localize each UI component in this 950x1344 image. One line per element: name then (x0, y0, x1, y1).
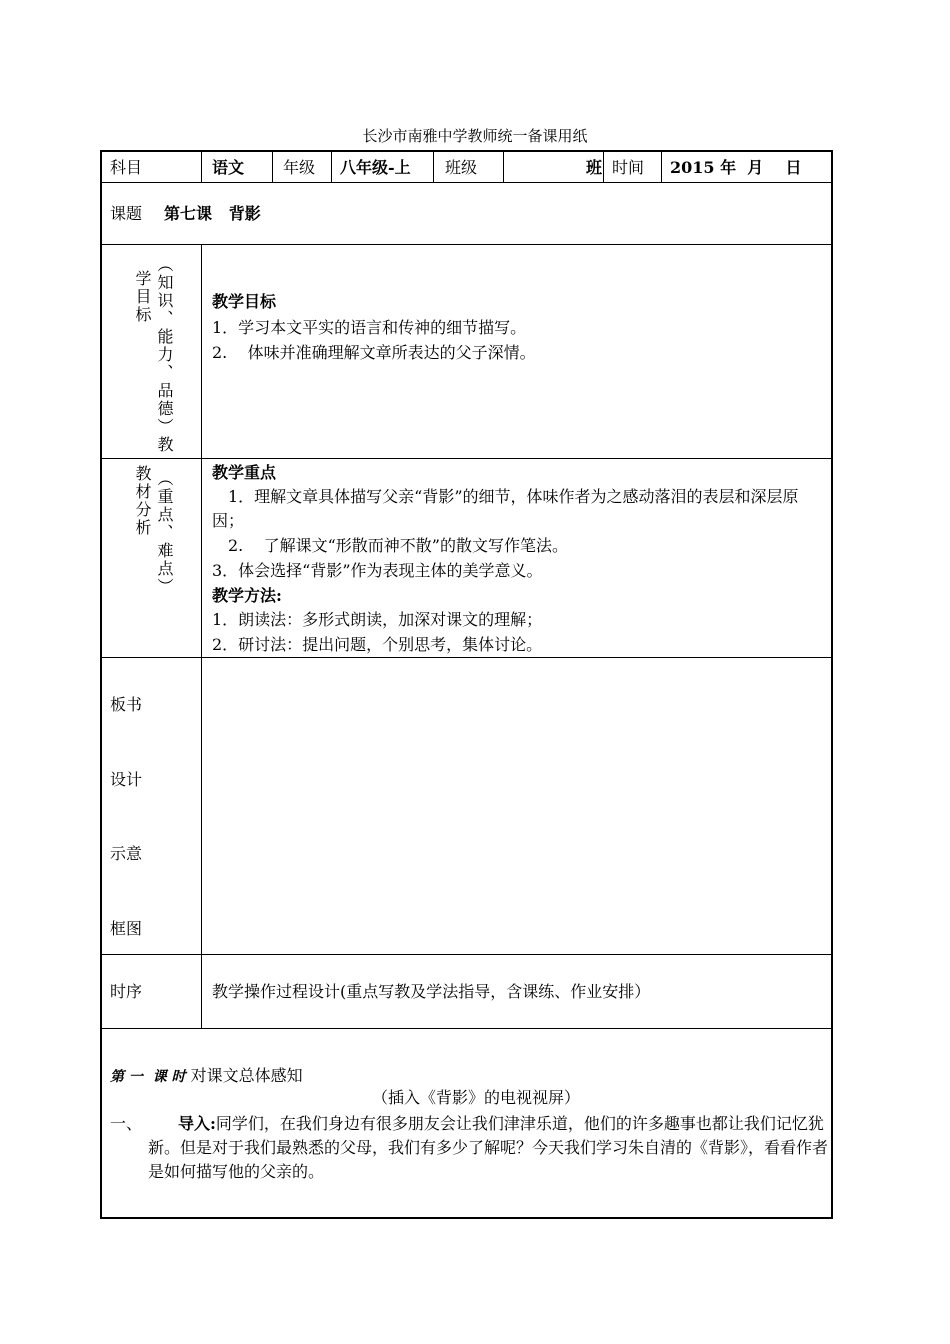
objective-item: 2. 体味并准确理解文章所表达的父子深情。 (212, 343, 536, 362)
methods-heading: 教学方法: (212, 586, 282, 605)
analysis-heading: 教学重点 (212, 463, 277, 482)
item-number: 一、 (110, 1114, 143, 1133)
board-label: 设计 (110, 770, 143, 789)
objectives-side-note: （知识、能力、品德）教 (155, 256, 174, 454)
col-divider (331, 152, 332, 182)
period-label: 第 一 课 时 (110, 1069, 186, 1085)
row-divider (102, 954, 831, 955)
row-divider (102, 182, 831, 183)
col-divider (433, 152, 434, 182)
sequence-label: 时序 (110, 982, 143, 1001)
col-divider (603, 152, 604, 182)
col-divider (503, 152, 504, 182)
method-item: 1．朗读法：多形式朗读，加深对课文的理解； (212, 610, 543, 629)
intro-text: 同学们，在我们身边有很多朋友会让我们津津乐道，他们的许多趣事也都让我们记忆犹新。但是对于我们最熟悉的父母，我们有多少了解呢？今天我们学习朱自清的《背影》，看看作者是如何描写他的父亲的。 (148, 1114, 829, 1181)
row-divider (102, 1028, 831, 1029)
analysis-side-label: 教材分析 (133, 465, 152, 537)
row-divider (102, 458, 831, 459)
board-label: 示意 (110, 844, 143, 863)
sequence-text: 教学操作过程设计(重点写教及学法指导，含课练、作业安排） (212, 982, 651, 1001)
period-text: 对课文总体感知 (190, 1066, 303, 1085)
analysis-item: 2. 了解课文“形散而神不散”的散文写作笔法。 (228, 536, 568, 555)
method-item: 2．研讨法：提出问题，个别思考，集体讨论。 (212, 635, 543, 654)
topic-label: 课题 (110, 204, 143, 223)
class-value: 班 (586, 158, 603, 177)
row-divider (102, 657, 831, 658)
objectives-side-label: 学目标 (133, 270, 152, 324)
grade-label: 年级 (283, 158, 316, 177)
objectives-heading: 教学目标 (212, 292, 277, 311)
objective-item: 1．学习本文平实的语言和传神的细节描写。 (212, 318, 527, 337)
col-divider (201, 244, 202, 1028)
col-divider (661, 152, 662, 182)
class-label: 班级 (445, 158, 478, 177)
lesson-plan-table (100, 150, 833, 1219)
board-label: 框图 (110, 919, 143, 938)
intro-label: 导入: (178, 1114, 216, 1133)
grade-value: 八年级-上 (340, 158, 411, 177)
row-divider (102, 244, 831, 245)
topic-value: 第七课 背影 (164, 204, 261, 223)
period-line (110, 1066, 303, 1087)
analysis-side-note: （重点、难点） (155, 470, 174, 596)
intro-paragraph (148, 1112, 828, 1184)
insert-note: （插入《背影》的电视视屏） (372, 1088, 581, 1107)
board-label: 板书 (110, 695, 143, 714)
analysis-item: 3．体会选择“背影”作为表现主体的美学意义。 (212, 561, 543, 580)
page-header-title: 长沙市南雅中学教师统一备课用纸 (362, 127, 588, 145)
time-value: 2015 年 月 日 (670, 158, 802, 177)
subject-value: 语文 (212, 158, 245, 177)
col-divider (272, 152, 273, 182)
col-divider (201, 152, 202, 182)
time-label: 时间 (612, 158, 645, 177)
analysis-item: 1．理解文章具体描写父亲“背影”的细节，体味作者为之感动落泪的表层和深层原因； (212, 487, 799, 530)
subject-label: 科目 (110, 158, 143, 177)
